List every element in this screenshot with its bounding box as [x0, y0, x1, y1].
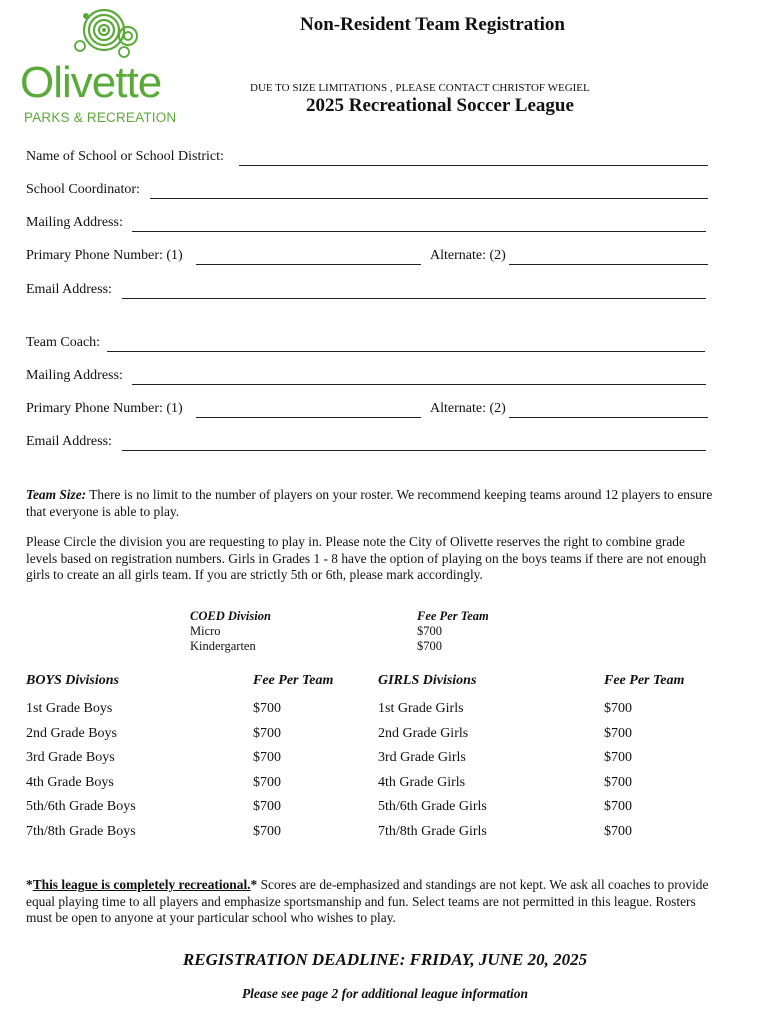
school-phone-field[interactable]: [196, 264, 421, 265]
coed-table: [190, 609, 271, 654]
girls-fee: $700: [604, 799, 632, 815]
coordinator-field[interactable]: [150, 198, 708, 199]
coed-row-fee: $700: [417, 639, 442, 653]
boys-division-item[interactable]: 1st Grade Boys: [26, 701, 113, 716]
form-title: Non-Resident Team Registration: [300, 14, 565, 35]
girls-division-list: [378, 697, 487, 845]
coach-alternate-field[interactable]: [509, 417, 708, 418]
boys-fee: $700: [253, 750, 281, 766]
footer-note: Please see page 2 for additional league information: [241, 986, 529, 1001]
school-name-label: Name of School or School District:: [26, 149, 224, 164]
team-size-text: There is no limit to the number of players on your roster. We recommend keeping teams around 12 players to ensure that everyone is able to play.: [26, 487, 713, 519]
team-size-label: Team Size:: [26, 487, 87, 502]
girls-fee: $700: [604, 774, 632, 790]
school-email-field[interactable]: [122, 298, 706, 299]
boys-fee: $700: [253, 725, 281, 741]
coach-field[interactable]: [107, 351, 705, 352]
coach-email-field[interactable]: [122, 450, 706, 451]
girls-fee: $700: [604, 725, 632, 741]
school-mailing-label: Mailing Address:: [26, 215, 123, 230]
school-name-field[interactable]: [239, 165, 708, 166]
girls-fee-list: [604, 697, 632, 845]
girls-division-item[interactable]: 1st Grade Girls: [378, 701, 464, 716]
recreational-text: Scores are de-emphasized and standings are not kept. We ask all coaches to provide equal playing time to all players and emphasize sportsmanship and fun. Select teams are not permitted in this league. Rosters must be open to anyone at your particular school who wishes to play.: [26, 877, 709, 925]
boys-fee: $700: [253, 799, 281, 815]
school-phone-label: Primary Phone Number: (1): [26, 248, 183, 263]
boys-division-item[interactable]: 5th/6th Grade Boys: [26, 799, 136, 815]
coed-row-fee: $700: [417, 624, 442, 638]
coed-header: COED Division: [190, 609, 271, 623]
size-notice: DUE TO SIZE LIMITATIONS , PLEASE CONTACT CHRISTOF WEGIEL: [250, 82, 590, 94]
school-email-label: Email Address:: [26, 282, 112, 297]
girls-division-item[interactable]: 2nd Grade Girls: [378, 725, 469, 741]
recreational-paragraph: [26, 877, 716, 927]
coach-alternate-label: Alternate: (2): [430, 401, 506, 416]
boys-fee: $700: [253, 774, 281, 790]
coach-mailing-label: Mailing Address:: [26, 368, 123, 383]
recreational-prefix: *: [26, 877, 33, 892]
coach-email-label: Email Address:: [26, 434, 112, 449]
boys-division-item[interactable]: 2nd Grade Boys: [26, 725, 117, 741]
girls-header: GIRLS Divisions: [378, 673, 477, 688]
coed-row-name: Kindergarten: [190, 639, 256, 653]
olivette-logo: [20, 6, 185, 128]
registration-deadline: REGISTRATION DEADLINE: FRIDAY, JUNE 20, 2025: [182, 950, 588, 969]
division-note: Please Circle the division you are requesting to play in. Please note the City of Olivette reserves the right to combine grade levels based on registration numbers. Girls in Grades 1 - 8 have the option of playing on the boys teams if there are not enough girls to create an all girls team. If you are strictly 5th or 6th, please mark accordingly.: [26, 534, 707, 582]
team-size-paragraph: [26, 487, 716, 520]
boys-header: BOYS Divisions: [26, 673, 119, 688]
boys-fee-header: Fee Per Team: [253, 673, 334, 688]
recreational-suffix: *: [250, 877, 258, 892]
logo-subtitle: PARKS & RECREATION: [24, 110, 177, 125]
school-alternate-field[interactable]: [509, 264, 708, 265]
coach-phone-field[interactable]: [196, 417, 421, 418]
coach-phone-label: Primary Phone Number: (1): [26, 401, 183, 416]
league-title: 2025 Recreational Soccer League: [306, 95, 574, 116]
logo-wordmark: Olivette: [20, 58, 162, 107]
girls-fee: $700: [604, 750, 632, 766]
boys-division-item[interactable]: 7th/8th Grade Boys: [26, 823, 136, 839]
boys-fee-list: [253, 697, 281, 845]
boys-fee: $700: [253, 701, 281, 716]
school-mailing-field[interactable]: [132, 231, 706, 232]
coordinator-label: School Coordinator:: [26, 182, 140, 197]
coed-row-name: Micro: [190, 624, 221, 638]
coed-fee-column: [417, 609, 489, 654]
girls-fee: $700: [604, 701, 632, 716]
girls-fee-header: Fee Per Team: [604, 673, 685, 688]
girls-division-item[interactable]: 7th/8th Grade Girls: [378, 823, 487, 839]
boys-division-item[interactable]: 4th Grade Boys: [26, 774, 114, 790]
coed-fee-header: Fee Per Team: [417, 609, 489, 623]
coach-label: Team Coach:: [26, 335, 101, 350]
recreational-emphasis: This league is completely recreational.: [32, 877, 251, 892]
boys-fee: $700: [253, 823, 281, 839]
school-alternate-label: Alternate: (2): [430, 248, 506, 263]
girls-division-item[interactable]: 3rd Grade Girls: [378, 750, 466, 766]
girls-division-item[interactable]: 5th/6th Grade Girls: [378, 799, 487, 815]
boys-division-item[interactable]: 3rd Grade Boys: [26, 750, 115, 766]
coach-mailing-field[interactable]: [132, 384, 706, 385]
girls-fee: $700: [604, 823, 632, 839]
girls-division-item[interactable]: 4th Grade Girls: [378, 774, 466, 790]
boys-division-list: [26, 697, 136, 845]
swirl-logo-icon: [20, 6, 185, 66]
